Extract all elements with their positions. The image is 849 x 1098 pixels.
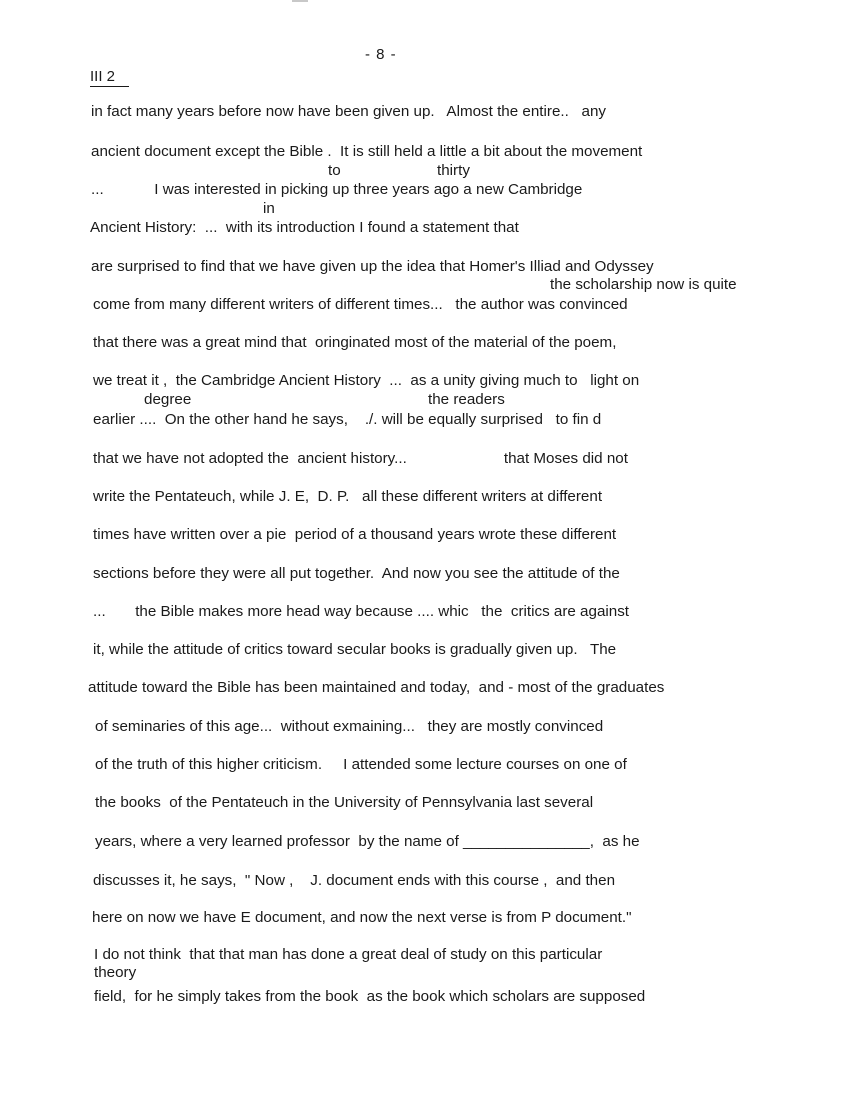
text-line: field, for he simply takes from the book as the book which scholars are supposed bbox=[94, 988, 646, 1005]
text-line: of the truth of this higher criticism. I attended some lecture courses on one of bbox=[95, 756, 627, 773]
text-line: ... the Bible makes more head way because .... whic the critics are against bbox=[93, 603, 630, 620]
page-number: - 8 - bbox=[365, 46, 397, 63]
insertion-the-readers: the readers bbox=[428, 391, 505, 408]
text-line: write the Pentateuch, while J. E, D. P. all these different writers at different bbox=[93, 488, 603, 505]
text-line: sections before they were all put together. And now you see the attitude of the bbox=[93, 565, 620, 582]
text-line: discusses it, he says, " Now , J. document ends with this course , and then bbox=[93, 872, 616, 889]
insertion-scholarship: the scholarship now is quite bbox=[550, 276, 737, 293]
insertion-to: to bbox=[328, 162, 341, 179]
scan-mark bbox=[292, 0, 308, 2]
text-line: are surprised to find that we have given up the idea that Homer's Illiad and Odyssey bbox=[91, 258, 654, 275]
insertion-degree: degree bbox=[144, 391, 192, 408]
text-line: the books of the Pentateuch in the University of Pennsylvania last several bbox=[95, 794, 594, 811]
section-reference: III 2 bbox=[90, 68, 129, 87]
text-line: ... I was interested in picking up three years ago a new Cambridge bbox=[91, 181, 583, 198]
text-line: I do not think that that man has done a great deal of study on this particular bbox=[94, 946, 603, 963]
text-line: Ancient History: ... with its introduction I found a statement that bbox=[90, 219, 519, 236]
text-line: years, where a very learned professor by the name of _______________, as he bbox=[95, 833, 640, 850]
text-line: come from many different writers of different times... the author was convinced bbox=[93, 296, 628, 313]
text-line: in fact many years before now have been given up. Almost the entire.. any bbox=[91, 103, 606, 120]
text-line: earlier .... On the other hand he says, ./. will be equally surprised to fin d bbox=[93, 411, 602, 428]
insertion-theory: theory bbox=[94, 964, 137, 981]
insertion-in: in bbox=[263, 200, 275, 217]
text-line: it, while the attitude of critics toward secular books is gradually given up. The bbox=[93, 641, 617, 658]
text-line: that we have not adopted the ancient history... that Moses did not bbox=[93, 450, 628, 467]
text-line: we treat it , the Cambridge Ancient History ... as a unity giving much to light on bbox=[93, 372, 640, 389]
text-line: times have written over a pie period of a thousand years wrote these different bbox=[93, 526, 617, 543]
text-line: attitude toward the Bible has been maintained and today, and - most of the graduates bbox=[88, 679, 665, 696]
text-line: of seminaries of this age... without exmaining... they are mostly convinced bbox=[95, 718, 604, 735]
text-line: here on now we have E document, and now the next verse is from P document." bbox=[92, 909, 632, 926]
insertion-thirty: thirty bbox=[437, 162, 470, 179]
text-line: ancient document except the Bible . It is still held a little a bit about the movement bbox=[91, 143, 643, 160]
text-line: that there was a great mind that oringinated most of the material of the poem, bbox=[93, 334, 617, 351]
